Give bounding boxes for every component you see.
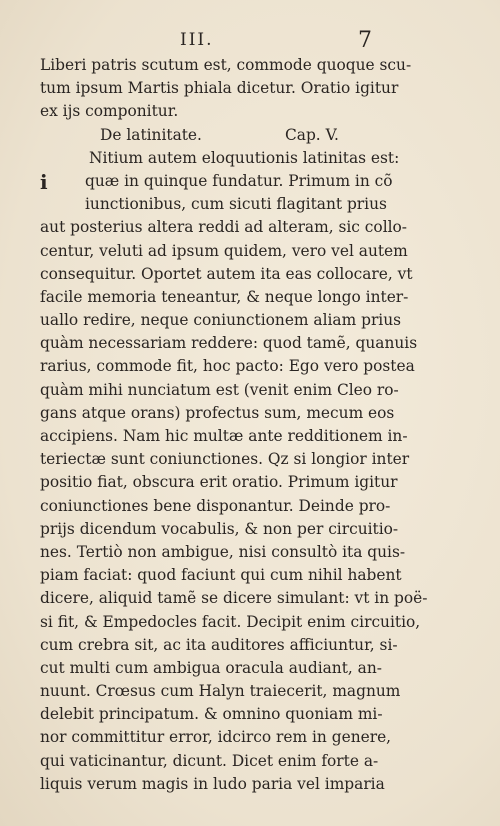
text-line: piam faciat: quod faciunt qui cum nihil habent [40,566,402,585]
text-line: nor committitur error, idcirco rem in genere, [40,728,392,747]
body-text [40,54,460,796]
text-line: delebit principatum. & omnino quoniam mi- [40,705,383,724]
text-line: teriectæ sunt coniunctiones. Qz si longior inter [40,450,410,469]
text-line: qui vaticinantur, dicunt. Dicet enim forte a- [40,751,379,770]
text-line: dicere, aliquid tamẽ se dicere simulant: vt in poë- [40,589,428,608]
text-line: rarius, commode fit, hoc pacto: Ego vero postea [40,357,415,376]
text-line: cum crebra sit, ac ita auditores afficiuntur, si- [40,635,398,654]
text-line: aut posterius altera reddi ad alteram, sic collo- [40,218,408,237]
text-line: nuunt. Crœsus cum Halyn traiecerit, magnum [40,682,401,701]
text-line: ex ijs componitur. [40,102,179,121]
text-line: nes. Tertiò non ambigue, nisi consultò ita quis- [40,542,406,561]
chapter-number: Cap. V. [285,125,339,144]
chapter-title: De latinitate. [100,125,202,144]
chapter-heading [40,124,460,147]
text-line: Liberi patris scutum est, commode quoque scu- [40,56,412,74]
page-header [0,28,500,52]
text-line: liquis verum magis in ludo paria vel imparia [40,774,385,793]
text-line: iunctionibus, cum sicuti flagitant prius [85,195,387,214]
text-line: si fit, & Empedocles facit. Decipit enim circuitio, [40,612,421,631]
text-line: quàm necessariam reddere: quod tamẽ, quanuis [40,334,418,353]
text-line: accipiens. Nam hic multæ ante redditionem in- [40,427,408,445]
text-line: gans atque orans) profectus sum, mecum eos [40,403,395,422]
text-line: prijs dicendum vocabulis, & non per circuitio- [40,519,399,538]
text-line: uallo redire, neque coniunctionem aliam prius [40,311,402,330]
initial-letter: i [40,169,48,194]
text-line: cut multi cum ambigua oracula audiant, an- [40,658,382,677]
text-line: coniunctiones bene disponantur. Deinde pro- [40,496,391,515]
text-line: consequitur. Oportet autem ita eas collocare, vt [40,264,413,283]
text-line-with-initial [40,170,460,193]
text-line: Nitium autem eloquutionis latinitas est: [89,148,400,167]
text-line: facile memoria teneantur, & neque longo inter- [40,287,409,306]
page-number: 7 [358,28,372,53]
text-line: tum ipsum Martis phiala dicetur. Oratio igitur [40,79,399,98]
text-line: quæ in quinque fundatur. Primum in cõ [85,171,393,190]
signature-mark: III. [180,30,214,50]
text-line: quàm mihi nunciatum est (venit enim Cleo ro- [40,380,399,399]
text-line: centur, veluti ad ipsum quidem, vero vel autem [40,241,408,260]
text-line: positio fiat, obscura erit oratio. Primum igitur [40,473,398,492]
